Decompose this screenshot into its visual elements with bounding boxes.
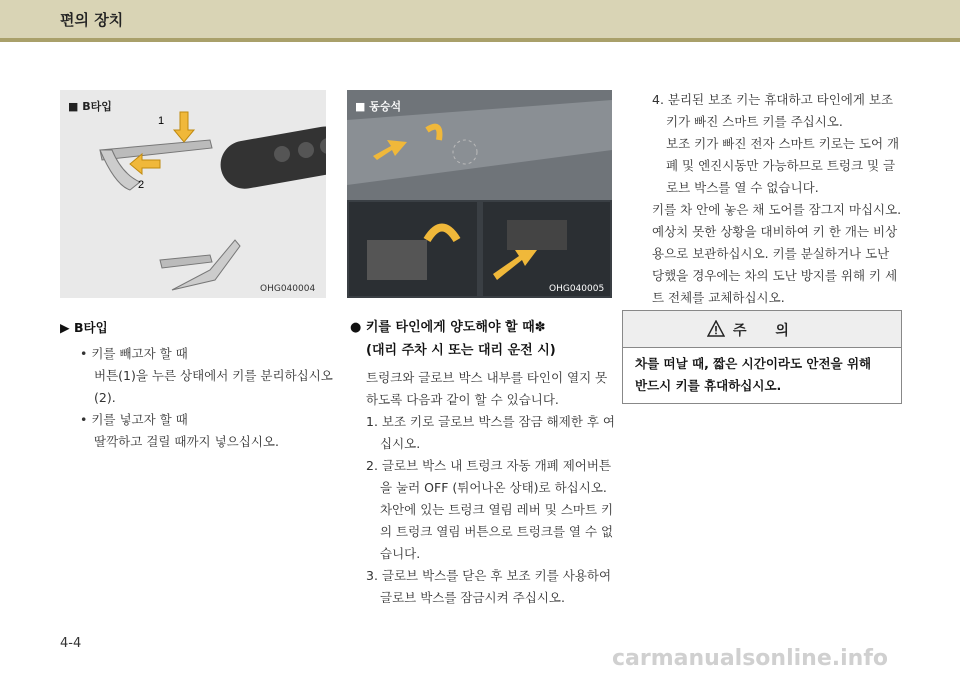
glovebox-drawing (347, 90, 612, 298)
photo-label: ■ B타입 (68, 100, 112, 113)
step-4: 4. 분리된 보조 키는 휴대하고 타인에게 보조 (652, 92, 894, 107)
bullet-text: 딸깍하고 걸릴 때까지 넣으십시오. (94, 434, 279, 449)
glovebox-photo (347, 90, 612, 298)
step-1-cont: 십시오. (380, 436, 421, 451)
step-4-cont: 키가 빠진 스마트 키를 주십시오. (666, 114, 843, 129)
caution-header (623, 311, 901, 348)
paragraph-line: 트렁크와 글로브 박스 내부를 타인이 열지 못 (366, 370, 608, 385)
paragraph-line: 트 전체를 교체하십시오. (652, 290, 785, 305)
step-4-cont: 로브 박스를 열 수 없습니다. (666, 180, 819, 195)
caution-title: 주 의 (733, 323, 801, 339)
smart-key-drawing (60, 90, 326, 298)
section-heading: ▶ B타입 (60, 320, 108, 335)
step-2-cont: 을 눌러 OFF (튀어나온 상태)로 하십시오. (380, 480, 607, 495)
bullet-remove: • 키를 빼고자 할 때 (80, 346, 188, 361)
step-4-cont: 보조 키가 빠진 전자 스마트 키로는 도어 개 (666, 136, 900, 151)
callout-1: 1 (158, 115, 165, 127)
step-2-cont: 습니다. (380, 546, 421, 561)
paragraph-line: 하도록 다음과 같이 할 수 있습니다. (366, 392, 559, 407)
key-illustration (60, 90, 326, 298)
step-1: 1. 보조 키로 글로브 박스를 잠금 해제한 후 여 (366, 414, 615, 429)
page-section-title: 편의 장치 (60, 11, 124, 29)
paragraph-line: 용으로 보관하십시오. 키를 분실하거나 도난 (652, 246, 890, 261)
step-3: 3. 글로브 박스를 닫은 후 보조 키를 사용하여 (366, 568, 612, 583)
header-rule (0, 38, 960, 42)
bullet-text: (2). (94, 390, 116, 405)
paragraph-line: 예상치 못한 상황을 대비하여 키 한 개는 비상 (652, 224, 898, 239)
bullet-insert: • 키를 넣고자 할 때 (80, 412, 188, 427)
header-bar (0, 0, 960, 38)
section-heading: ● 키를 타인에게 양도해야 할 때✽ (350, 320, 546, 335)
warning-triangle-icon (707, 320, 725, 337)
photo-label: ■ 동승석 (355, 100, 402, 113)
figure-code: OHG040005 (549, 284, 605, 294)
page-number: 4-4 (60, 636, 82, 651)
caution-line: 차를 떠날 때, 짧은 시간이라도 안전을 위해 (635, 356, 872, 371)
step-2-cont: 의 트렁크 열림 버튼으로 트렁크를 열 수 없 (380, 524, 614, 539)
caution-line: 반드시 키를 휴대하십시오. (635, 378, 782, 393)
watermark: carmanualsonline.info (612, 646, 888, 671)
bullet-text: 버튼(1)을 누른 상태에서 키를 분리하십시오 (94, 368, 333, 383)
caution-box (622, 310, 902, 404)
section-subheading: (대리 주차 시 또는 대리 운전 시) (366, 343, 556, 358)
step-2-cont: 차안에 있는 트렁크 열림 레버 및 스마트 키 (380, 502, 614, 517)
step-2: 2. 글로브 박스 내 트렁크 자동 개폐 제어버튼 (366, 458, 612, 473)
step-3-cont: 글로브 박스를 잠금시켜 주십시오. (380, 590, 565, 605)
caution-body (635, 353, 895, 397)
paragraph-line: 당했을 경우에는 차의 도난 방지를 위해 키 세 (652, 268, 898, 283)
paragraph-line: 키를 차 안에 놓은 채 도어를 잠그지 마십시오. (652, 202, 902, 217)
callout-2: 2 (138, 179, 145, 191)
figure-code: OHG040004 (260, 284, 316, 294)
step-4-cont: 폐 및 엔진시동만 가능하므로 트렁크 및 글 (666, 158, 896, 173)
